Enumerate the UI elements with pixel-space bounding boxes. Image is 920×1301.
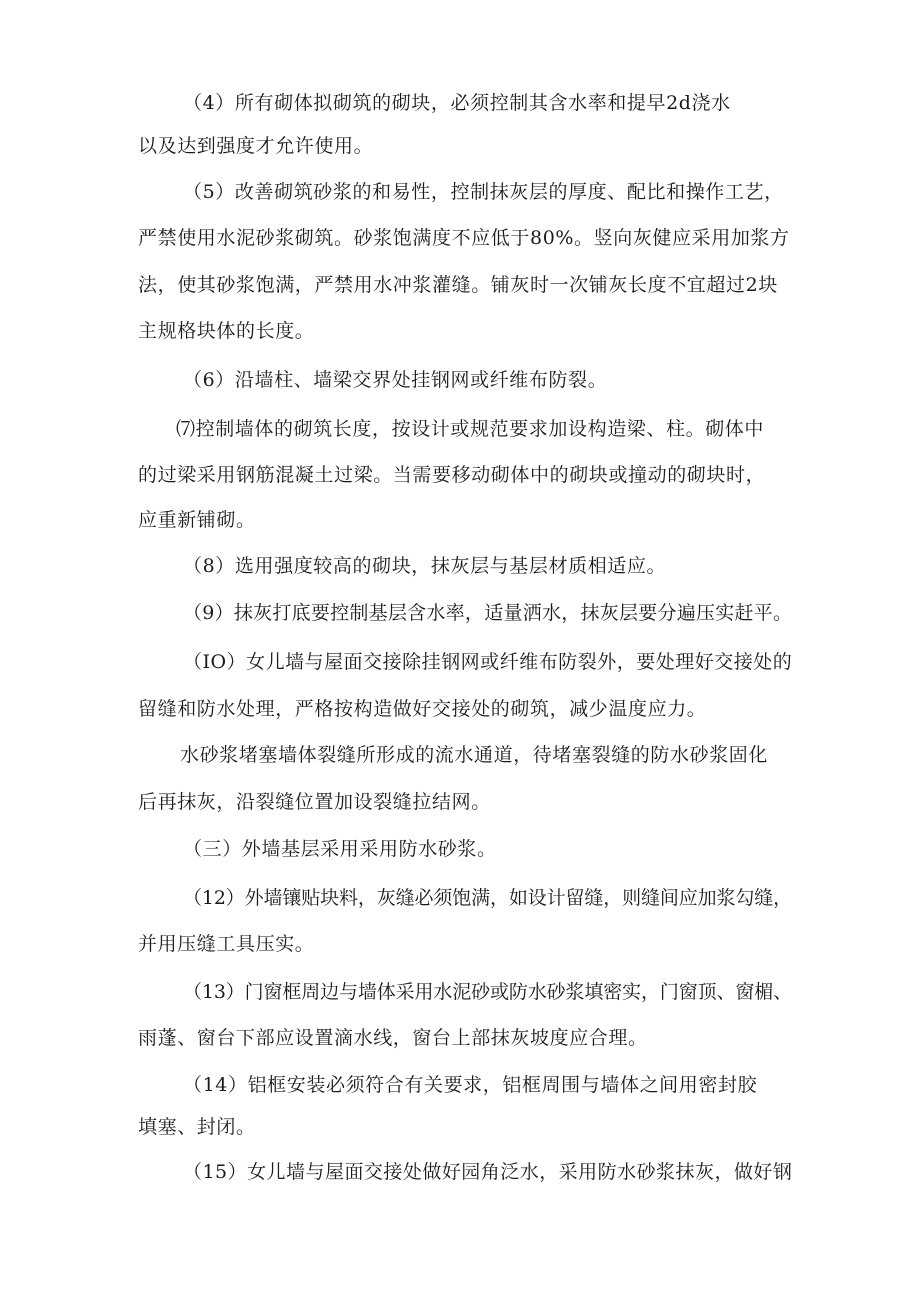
text-line: 并用压缝工具压实。 [138, 933, 315, 955]
text-line: （8）选用强度较高的砌块，抹灰层与基层材质相适应。 [183, 555, 667, 577]
text-line: 雨蓬、窗台下部应设置滴水线，窗台上部抹灰坡度应合理。 [138, 1027, 648, 1049]
text-line: 法，使其砂浆饱满，严禁用水冲浆灌缝。铺灰时一次铺灰长度不宜超过2块 [138, 274, 778, 296]
text-line: 主规格块体的长度。 [138, 320, 315, 342]
text-line: （15）女儿墙与屋面交接处做好园角泛水，采用防水砂浆抹灰，做好钢 [183, 1161, 793, 1183]
text-line: （13）门窗框周边与墙体采用水泥砂或防水砂浆填密实，门窗顶、窗楣、 [183, 981, 792, 1003]
text-line: （6）沿墙柱、墙梁交界处挂钢网或纤维布防裂。 [183, 369, 608, 391]
text-line: （三）外墙基层采用采用防水砂浆。 [183, 838, 497, 860]
text-line: （4）所有砌体拟砌筑的砌块，必须控制其含水率和提早2d浇水 [183, 92, 731, 114]
text-line: （9）抹灰打底要控制基层含水率，适量洒水，抹灰层要分遍压实赶平。 [183, 602, 793, 624]
text-line: 严禁使用水泥砂浆砌筑。砂浆饱满度不应低于80%。竖向灰健应采用加浆方 [138, 227, 790, 249]
text-line: （IO）女儿墙与屋面交接除挂钢网或纤维布防裂外，要处理好交接处的 [183, 651, 793, 673]
text-line: （5）改善砌筑砂浆的和易性，控制抹灰层的厚度、配比和操作工艺， [183, 181, 784, 203]
text-line: 以及达到强度才允许使用。 [138, 135, 374, 157]
text-line: 应重新铺砌。 [138, 509, 256, 531]
text-line: （14）铝框安装必须符合有关要求，铝框周围与墙体之间用密封胶 [183, 1074, 758, 1096]
text-line: （12）外墙镶贴块料，灰缝必须饱满，如设计留缝，则缝间应加浆勾缝， [183, 887, 792, 909]
text-line: 水砂浆堵塞墙体裂缝所形成的流水通道，待堵塞裂缝的防水砂浆固化 [180, 744, 769, 766]
text-line: 留缝和防水处理，严格按构造做好交接处的砌筑，减少温度应力。 [138, 698, 707, 720]
text-line: 填塞、封闭。 [138, 1116, 256, 1138]
text-line: 后再抹灰，沿裂缝位置加设裂缝拉结网。 [138, 791, 491, 813]
text-line: 的过梁采用钢筋混凝土过梁。当需要移动砌体中的砌块或撞动的砌块时， [138, 464, 766, 486]
text-line: ⑺控制墙体的砌筑长度，按设计或规范要求加设构造梁、柱。砌体中 [176, 418, 765, 440]
